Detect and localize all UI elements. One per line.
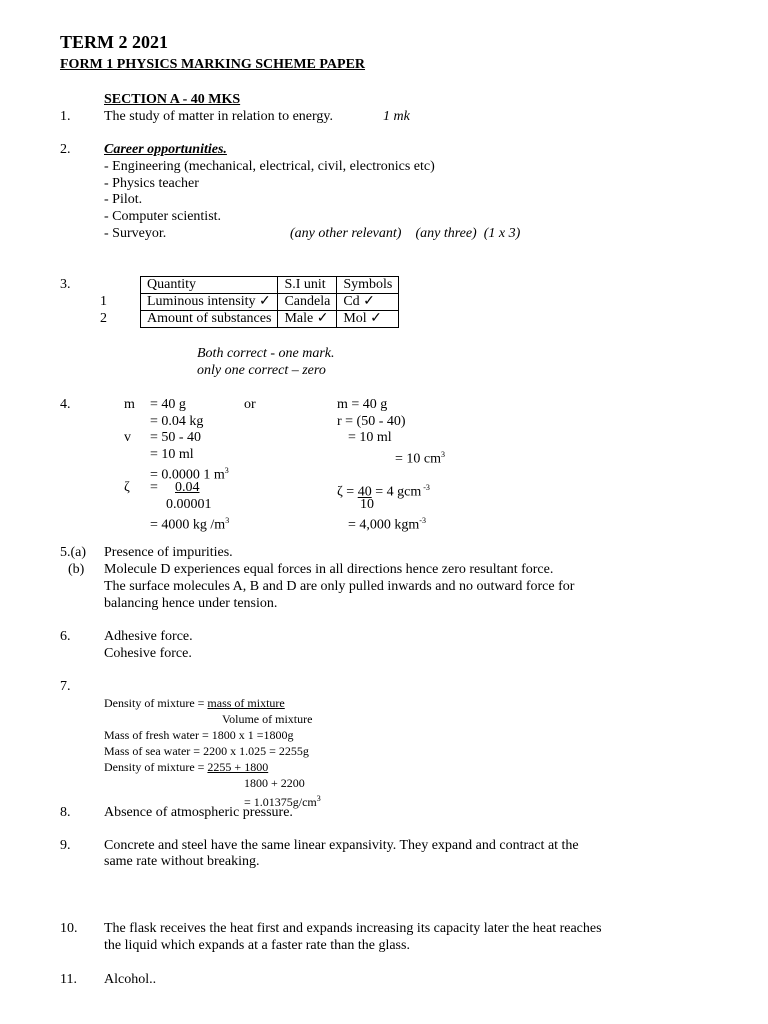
question-number: 9.	[60, 838, 71, 853]
list-item: - Pilot.	[104, 192, 143, 207]
working-line: m = 40 g	[337, 397, 388, 412]
answer-text: the liquid which expands at a faster rate than the glass.	[104, 938, 410, 953]
working-line: Mass of sea water = 2200 x 1.025 = 2255g	[104, 744, 309, 758]
page-subtitle: FORM 1 PHYSICS MARKING SCHEME PAPER	[60, 57, 366, 72]
answer-text: The surface molecules A, B and D are only pulled inwards and no outward force for	[104, 579, 575, 594]
fraction-numerator: 2255 + 1800	[207, 760, 269, 774]
fraction-denominator: 0.00001	[166, 497, 212, 512]
working-line: r = (50 - 40)	[337, 414, 406, 429]
working-value: = 4 gcm	[371, 484, 422, 500]
working-result	[150, 513, 229, 534]
section-heading: SECTION A - 40 MKS	[104, 92, 241, 107]
fraction-numerator: 40	[357, 484, 372, 500]
quantities-table	[140, 276, 399, 328]
table-cell: Mol ✓	[337, 311, 399, 328]
answer-text: balancing hence under tension.	[104, 596, 278, 611]
working-line	[337, 480, 430, 501]
density-symbol: ζ	[337, 484, 343, 500]
working-value: Density of mixture =	[104, 760, 208, 774]
working-value: = 10 cm	[395, 451, 441, 467]
answer-text: Presence of impurities.	[104, 545, 233, 560]
question-number: 8.	[60, 805, 71, 820]
table-row	[141, 311, 399, 328]
working-line: = 40 g	[150, 397, 186, 412]
question-number: 4.	[60, 397, 71, 412]
question-number: 5.(a)	[60, 545, 87, 560]
fraction-denominator: Volume of mixture	[222, 712, 313, 726]
answer-text: Molecule D experiences equal forces in all directions hence zero resultant force.	[104, 562, 554, 577]
working-value: Density of mixture =	[104, 696, 208, 710]
row-number: 1	[100, 294, 107, 309]
superscript: -3	[421, 483, 430, 492]
table-row	[141, 294, 399, 311]
answer-heading: Career opportunities.	[104, 142, 227, 157]
page-title: TERM 2 2021	[60, 32, 168, 52]
table-cell: Male ✓	[278, 311, 337, 328]
question-number: 3.	[60, 277, 71, 292]
list-item: - Surveyor.	[104, 226, 167, 241]
answer-text: Adhesive force.	[104, 629, 193, 644]
working-value: = 1.01375g/cm	[244, 795, 317, 809]
question-number: 2.	[60, 142, 71, 157]
superscript: 3	[316, 794, 321, 803]
working-line: = 10 ml	[348, 430, 392, 445]
equals-sign: =	[150, 480, 158, 495]
fraction-denominator: 10	[360, 497, 374, 512]
list-item: - Physics teacher	[104, 176, 199, 191]
fraction-numerator: 0.04	[175, 480, 200, 495]
working-line	[395, 447, 445, 468]
or-label: or	[244, 397, 256, 412]
question-number: 10.	[60, 921, 78, 936]
superscript: 3	[441, 450, 445, 459]
question-part-label: (b)	[68, 562, 85, 577]
question-number: 6.	[60, 629, 71, 644]
working-line: = 0.04 kg	[150, 414, 204, 429]
working-value: = 0.0000 1 m	[150, 467, 225, 483]
table-cell: Luminous intensity ✓	[141, 294, 278, 311]
answer-text: The flask receives the heat first and expands increasing its capacity later the heat reaches	[104, 921, 602, 936]
answer-text: Absence of atmospheric pressure.	[104, 805, 293, 820]
working-line: = 10 ml	[150, 447, 194, 462]
list-item: - Engineering (mechanical, electrical, civil, electronics etc)	[104, 159, 435, 174]
working-line	[104, 759, 268, 775]
volume-symbol: v	[124, 430, 131, 445]
answer-text: The study of matter in relation to energy.	[104, 109, 333, 124]
marking-note: Both correct - one mark.	[197, 346, 335, 361]
mark-allocation: 1 mk	[383, 109, 410, 124]
working-value: = 4,000 kgm	[348, 517, 420, 533]
equals-sign: =	[342, 484, 358, 500]
superscript: 3	[225, 516, 230, 525]
marking-note: only one correct – zero	[197, 363, 326, 378]
table-cell: Cd ✓	[337, 294, 399, 311]
table-header-row	[141, 277, 399, 294]
table-cell: Amount of substances	[141, 311, 278, 328]
working-value: = 4000 kg /m	[150, 517, 226, 533]
table-header-cell: S.I unit	[278, 277, 337, 294]
working-line	[104, 695, 285, 711]
row-number: 2	[100, 311, 107, 326]
table-cell: Candela	[278, 294, 337, 311]
question-number: 11.	[60, 972, 77, 987]
question-number: 7.	[60, 679, 71, 694]
marking-note: (any other relevant) (any three) (1 x 3)	[290, 226, 521, 241]
answer-text: Alcohol..	[104, 972, 157, 987]
superscript: 3	[224, 466, 229, 475]
mass-symbol: m	[124, 397, 135, 412]
answer-text: Cohesive force.	[104, 646, 192, 661]
working-line: Mass of fresh water = 1800 x 1 =1800g	[104, 728, 294, 742]
fraction-numerator: mass of mixture	[207, 696, 285, 710]
table-header-cell: Quantity	[141, 277, 278, 294]
superscript: -3	[419, 516, 426, 525]
list-item: - Computer scientist.	[104, 209, 222, 224]
working-line: = 50 - 40	[150, 430, 202, 445]
answer-text: same rate without breaking.	[104, 854, 260, 869]
working-result	[348, 513, 426, 534]
table-header-cell: Symbols	[337, 277, 399, 294]
density-symbol: ζ	[124, 480, 130, 495]
fraction-denominator: 1800 + 2200	[244, 776, 305, 790]
answer-text: Concrete and steel have the same linear expansivity. They expand and contract at the	[104, 838, 579, 853]
question-number: 1.	[60, 109, 71, 124]
